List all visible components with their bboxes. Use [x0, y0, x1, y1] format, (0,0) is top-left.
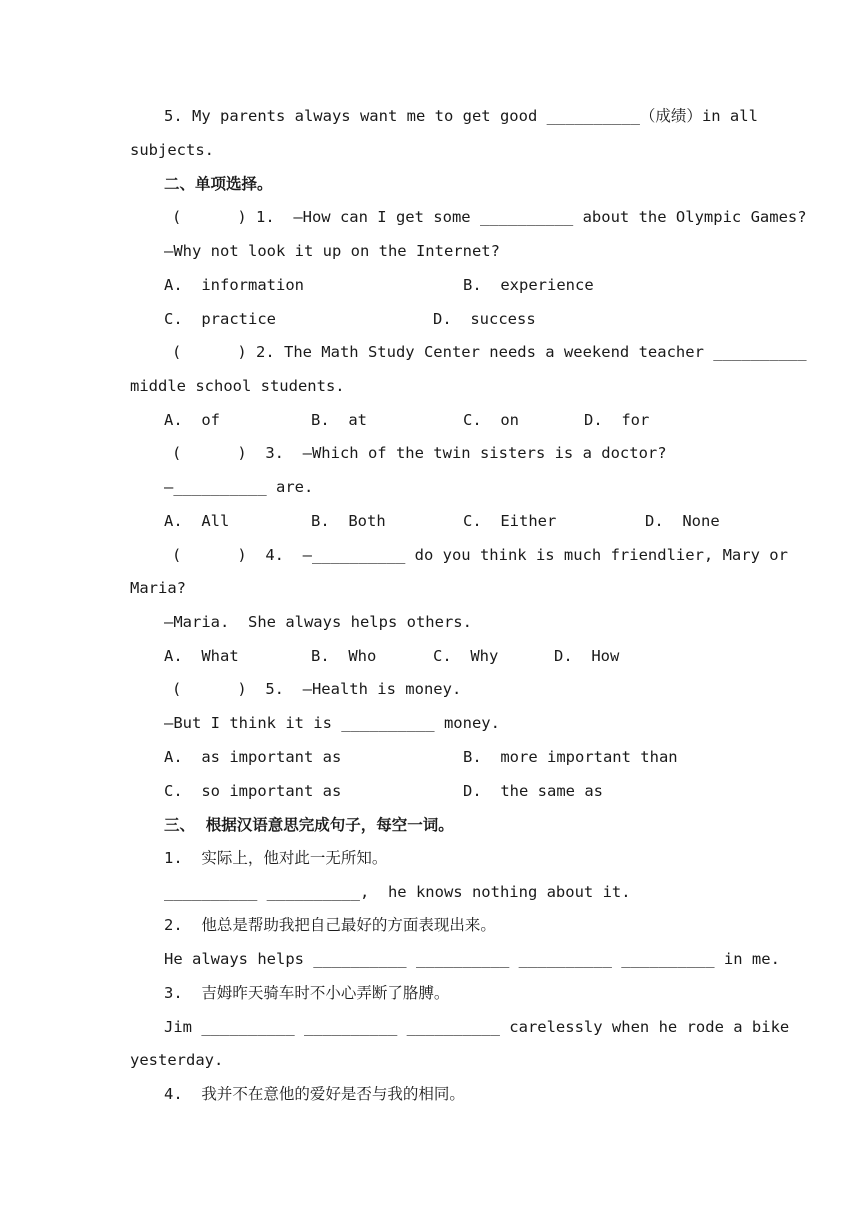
question-4-option-d: D. How	[554, 647, 620, 665]
question-5-option-c: C. so important as	[164, 782, 342, 800]
question-5-stem: ( ) 5. —Health is money.	[172, 680, 462, 698]
question-5-option-b: B. more important than	[463, 748, 678, 766]
question-2-stem: ( ) 2. The Math Study Center needs a weekend teacher __________	[172, 343, 807, 361]
translation-1-chinese: 1. 实际上，他对此一无所知。	[164, 849, 388, 867]
translation-4-chinese: 4. 我并不在意他的爱好是否与我的相同。	[164, 1085, 465, 1103]
section-heading-multiple-choice: 二、单项选择。	[164, 175, 273, 193]
translation-1-english: __________ __________, he knows nothing about it.	[164, 883, 631, 901]
question-4-option-c: C. Why	[433, 647, 499, 665]
question-3-option-c: C. Either	[463, 512, 557, 530]
question-1-option-d: D. success	[433, 310, 536, 328]
question-2-line2: middle school students.	[130, 377, 345, 395]
question-1-option-b: B. experience	[463, 276, 594, 294]
question-4-stem: ( ) 4. —__________ do you think is much friendlier, Mary or	[172, 546, 788, 564]
question-1-option-c: C. practice	[164, 310, 276, 328]
question-2-option-b: B. at	[311, 411, 367, 429]
question-3-line2: —__________ are.	[164, 478, 314, 496]
fill-item-5	[130, 106, 758, 126]
section-heading-translation: 三、 根据汉语意思完成句子，每空一词。	[164, 816, 454, 834]
translation-3-chinese: 3. 吉姆昨天骑车时不小心弄断了胳膊。	[164, 984, 450, 1002]
translation-2-chinese: 2. 他总是帮助我把自己最好的方面表现出来。	[164, 916, 496, 934]
fill-item-5-text: 5. My parents always want me to get good __________	[164, 107, 640, 125]
question-1-option-a: A. information	[164, 276, 304, 294]
question-4-line2: Maria?	[130, 579, 186, 597]
question-3-option-a: A. All	[164, 512, 230, 530]
question-1-line2: —Why not look it up on the Internet?	[164, 242, 500, 260]
question-4-line3: —Maria. She always helps others.	[164, 613, 472, 631]
question-4-option-a: A. What	[164, 647, 239, 665]
question-2-option-d: D. for	[584, 411, 650, 429]
translation-3-english: Jim __________ __________ __________ carelessly when he rode a bike	[164, 1018, 790, 1036]
question-5-option-a: A. as important as	[164, 748, 342, 766]
question-5-line2: —But I think it is __________ money.	[164, 714, 500, 732]
question-5-option-d: D. the same as	[463, 782, 603, 800]
question-4-option-b: B. Who	[311, 647, 377, 665]
translation-2-english: He always helps __________ __________ __________ __________ in me.	[164, 950, 780, 968]
fill-item-5-tail: in all	[701, 107, 758, 125]
question-2-option-c: C. on	[463, 411, 519, 429]
question-1-stem: ( ) 1. —How can I get some __________ about the Olympic Games?	[172, 208, 807, 226]
question-3-option-d: D. None	[645, 512, 720, 530]
translation-3-continuation: yesterday.	[130, 1051, 224, 1069]
question-3-option-b: B. Both	[311, 512, 386, 530]
fill-item-5-hint: （成绩）	[639, 107, 702, 125]
fill-item-5-continuation: subjects.	[130, 141, 214, 159]
question-2-option-a: A. of	[164, 411, 220, 429]
question-3-stem: ( ) 3. —Which of the twin sisters is a doctor?	[172, 444, 667, 462]
